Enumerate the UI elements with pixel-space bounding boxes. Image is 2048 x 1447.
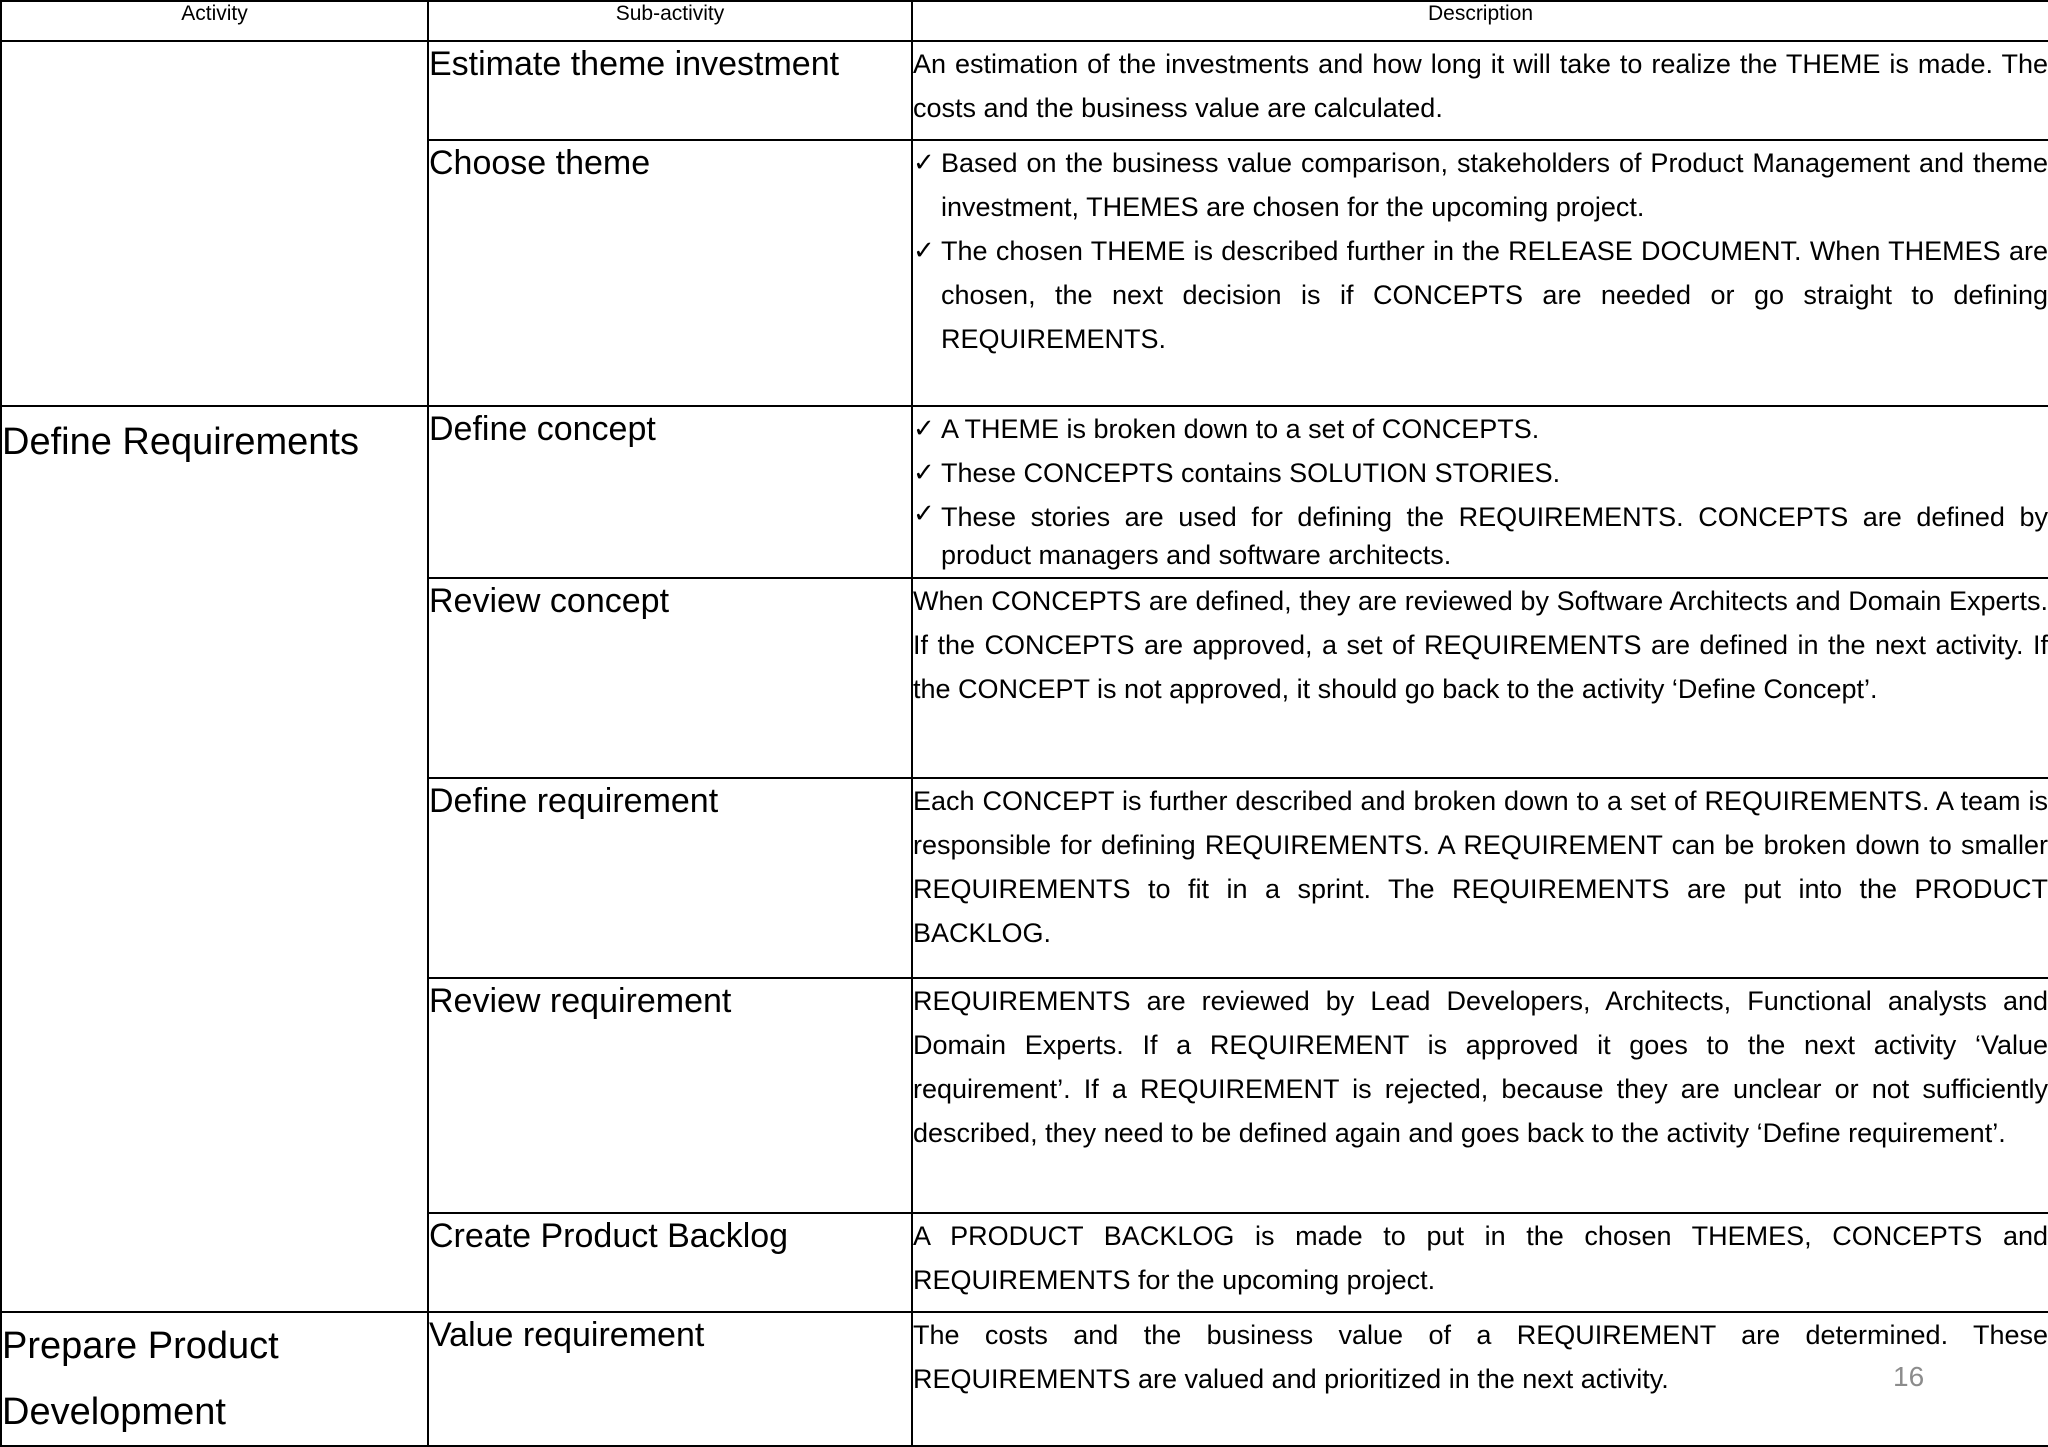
checklist-item: ✓ These CONCEPTS contains SOLUTION STORIES. bbox=[913, 451, 2048, 495]
checkmark-icon: ✓ bbox=[913, 414, 935, 444]
sub-activity-cell: Value requirement bbox=[428, 1312, 912, 1446]
description-cell: Each CONCEPT is further described and broken down to a set of REQUIREMENTS. A team is responsible for defining REQUIREMENTS. A REQUIREMENT can be broken down to smaller REQUIREMENTS to fit in a sprint. The REQUIREMENTS are put into the PRODUCT BACKLOG. bbox=[912, 778, 2048, 978]
checklist-item: ✓ A THEME is broken down to a set of CONCEPTS. bbox=[913, 407, 2048, 451]
checkmark-icon: ✓ bbox=[913, 458, 935, 488]
checkmark-icon: ✓ bbox=[913, 236, 935, 266]
table-row bbox=[1, 1312, 2048, 1446]
activity-cell: Prepare Product Development bbox=[1, 1312, 428, 1446]
page-number: 16 bbox=[1893, 1361, 1925, 1392]
description-cell: The costs and the business value of a REQUIREMENT are determined. These REQUIREMENTS are valued and prioritized in the next activity. bbox=[912, 1312, 2048, 1446]
sub-activity-cell: Choose theme bbox=[428, 140, 912, 406]
table-row bbox=[1, 406, 2048, 578]
description-cell: When CONCEPTS are defined, they are reviewed by Software Architects and Domain Experts. If the CONCEPTS are approved, a set of REQUIREMENTS are defined in the next activity. If the CONCEPT is not approved, it should go back to the activity ‘Define Concept’. bbox=[912, 578, 2048, 778]
checklist-item: ✓ These stories are used for defining the REQUIREMENTS. CONCEPTS are defined by product managers and software architects. bbox=[913, 495, 2048, 574]
sub-activity-cell: Create Product Backlog bbox=[428, 1213, 912, 1312]
checkmark-icon: ✓ bbox=[913, 499, 935, 529]
sub-activity-cell: Review concept bbox=[428, 578, 912, 778]
description-cell bbox=[912, 406, 2048, 578]
activity-cell: Define Requirements bbox=[1, 406, 428, 1312]
checklist-item: ✓ The chosen THEME is described further in the RELEASE DOCUMENT. When THEMES are chosen, the next decision is if CONCEPTS are needed or go straight to defining REQUIREMENTS. bbox=[913, 229, 2048, 361]
checklist-item: ✓ Based on the business value comparison, stakeholders of Product Management and theme investment, THEMES are chosen for the upcoming project. bbox=[913, 141, 2048, 229]
description-cell: An estimation of the investments and how long it will take to realize the THEME is made. The costs and the business value are calculated. bbox=[912, 41, 2048, 140]
header-sub-activity: Sub-activity bbox=[428, 1, 912, 41]
checkmark-icon: ✓ bbox=[913, 148, 935, 178]
sub-activity-cell: Estimate theme investment bbox=[428, 41, 912, 140]
header-description: Description bbox=[912, 1, 2048, 41]
description-cell: REQUIREMENTS are reviewed by Lead Developers, Architects, Functional analysts and Domain Experts. If a REQUIREMENT is approved it goes to the next activity ‘Value requirement’. If a REQUIREMENT is rejected, because they are unclear or not sufficiently described, they need to be defined again and goes back to the activity ‘Define requirement’. bbox=[912, 978, 2048, 1213]
activity-cell bbox=[1, 41, 428, 406]
table-header-row bbox=[1, 1, 2048, 41]
sub-activity-cell: Define concept bbox=[428, 406, 912, 578]
description-cell bbox=[912, 140, 2048, 406]
sub-activity-cell: Define requirement bbox=[428, 778, 912, 978]
table-row bbox=[1, 41, 2048, 140]
description-cell: A PRODUCT BACKLOG is made to put in the chosen THEMES, CONCEPTS and REQUIREMENTS for the upcoming project. bbox=[912, 1213, 2048, 1312]
sub-activity-cell: Review requirement bbox=[428, 978, 912, 1213]
header-activity: Activity bbox=[1, 1, 428, 41]
